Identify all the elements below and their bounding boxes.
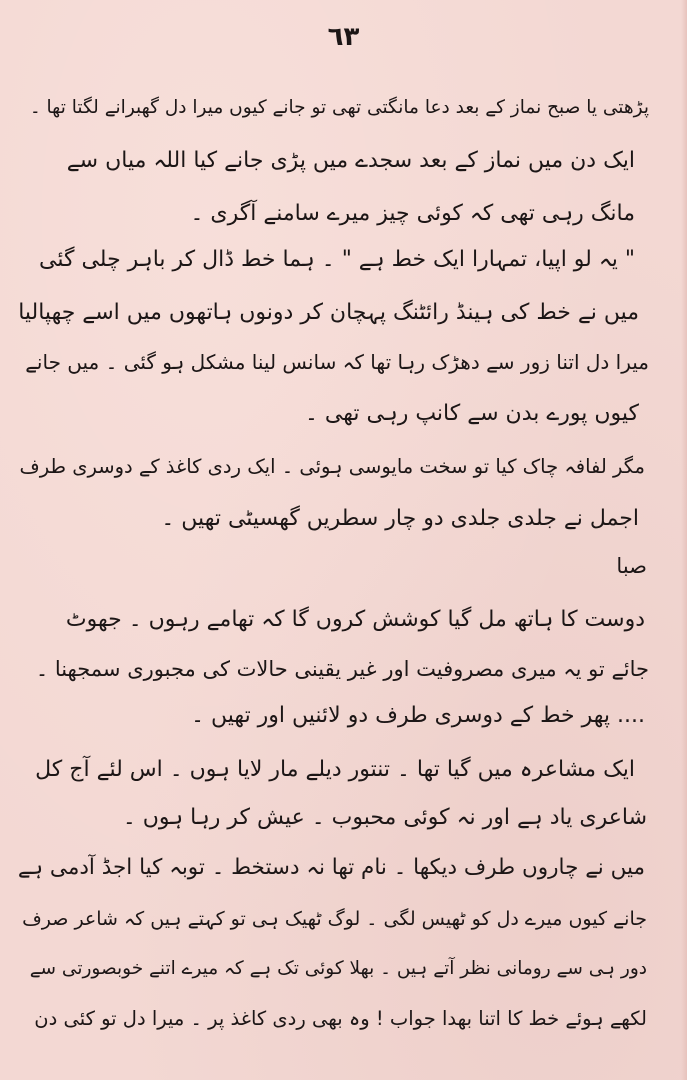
text-line: دور ہی سے رومانی نظر آتے ہیں ۔ بھلا کوئی تک ہے کہ میرے اتنے خوبصورتی سے [29,958,647,979]
text-line: جائے تو یہ میری مصروفیت اور غیر یقینی حالات کی مجبوری سمجھنا ۔ [35,657,649,681]
text-line: " یہ لو اپیا، تمہارا ایک خط ہے " ۔ ہما خط ڈال کر باہر چلی گئی [39,247,635,272]
text-line: اجمل نے جلدی جلدی دو چار سطریں گھسیٹی تھیں ۔ [161,506,639,531]
text-line: مانگ رہی تھی کہ کوئی چیز میرے سامنے آگری ۔ [190,201,635,226]
text-line: کیوں پورے بدن سے کانپ رہی تھی ۔ [305,401,639,426]
text-line: .... پھر خط کے دوسری طرف دو لائنیں اور تھیں ۔ [191,703,645,728]
letter-salutation: صبا [616,554,647,578]
text-line: مگر لفافہ چاک کیا تو سخت مایوسی ہوئی ۔ ایک ردی کاغذ کے دوسری طرف [19,455,645,478]
text-line: جانے کیوں میرے دل کو ٹھیس لگی ۔ لوگ ٹھیک ہی تو کہتے ہیں کہ شاعر صرف [22,908,647,930]
page-edge-shadow [681,0,687,1080]
text-line: ایک مشاعرہ میں گیا تھا ۔ تنتور دیلے مار لایا ہوں ۔ اس لئے آج کل [35,757,635,782]
text-line: میں نے چاروں طرف دیکھا ۔ نام تھا نہ دستخط ۔ توبہ کیا اجڈ آدمی ہے [17,855,645,880]
text-line: پڑھتی یا صبح نماز کے بعد دعا مانگتی تھی تو جانے کیوں میرا دل گھبرانے لگتا تھا ۔ [29,97,649,118]
text-line: شاعری یاد ہے اور نہ کوئی محبوب ۔ عیش کر رہا ہوں ۔ [122,805,647,830]
text-line: لکھے ہوئے خط کا اتنا بھدا جواب ! وہ بھی ردی کاغذ پر ۔ میرا دل تو کئی دن [34,1007,647,1030]
text-line: میں نے خط کی ہینڈ رائٹنگ پہچان کر دونوں ہاتھوں میں اسے چھپالیا [18,300,639,325]
text-line: میرا دل اتنا زور سے دھڑک رہا تھا کہ سانس لینا مشکل ہو گئی ۔ میں جانے [25,350,649,374]
text-line: ایک دن میں نماز کے بعد سجدے میں پڑی جانے کیا اللہ میاں سے [66,148,635,173]
text-line: دوست کا ہاتھ مل گیا کوشش کروں گا کہ تھامے رہوں ۔ جھوٹ [65,607,645,632]
page-number: ٦٣ [327,22,360,52]
